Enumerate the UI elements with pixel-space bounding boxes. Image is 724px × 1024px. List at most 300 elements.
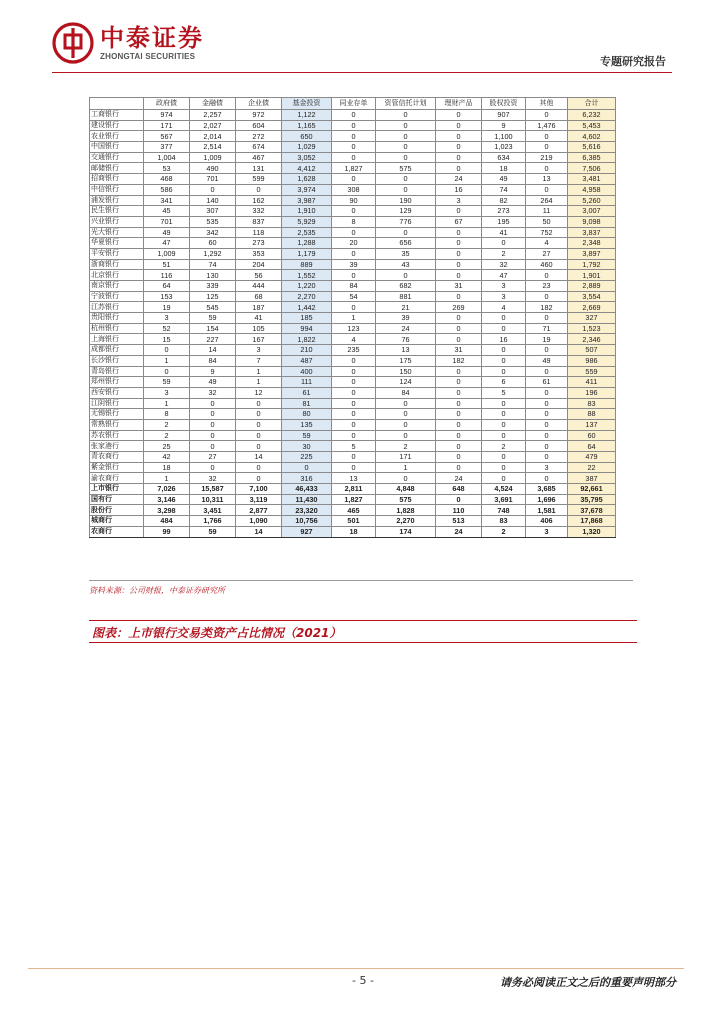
- value-cell: 0: [436, 387, 482, 398]
- value-cell: 1,029: [282, 142, 332, 153]
- value-cell: 907: [482, 110, 526, 121]
- value-cell: 7,026: [144, 484, 190, 495]
- value-cell: 0: [332, 120, 376, 131]
- bank-name-cell: 张家港行: [90, 441, 144, 452]
- value-cell: 90: [332, 195, 376, 206]
- value-cell: 0: [332, 387, 376, 398]
- value-cell: 1,023: [482, 142, 526, 153]
- bank-name-cell: 招商银行: [90, 174, 144, 185]
- bank-name-cell: 农商行: [90, 526, 144, 537]
- value-cell: 0: [190, 462, 236, 473]
- value-cell: 1: [236, 366, 282, 377]
- value-cell: 339: [190, 281, 236, 292]
- value-cell: 387: [568, 473, 616, 484]
- value-cell: 3,146: [144, 494, 190, 505]
- value-cell: 82: [482, 195, 526, 206]
- value-cell: 31: [436, 345, 482, 356]
- value-cell: 308: [332, 184, 376, 195]
- value-cell: 0: [526, 345, 568, 356]
- value-cell: 0: [332, 452, 376, 463]
- bank-name-cell: 建设银行: [90, 120, 144, 131]
- value-cell: 2,270: [376, 516, 436, 527]
- value-cell: 185: [282, 313, 332, 324]
- table-row: [90, 152, 616, 163]
- value-cell: 1,827: [332, 163, 376, 174]
- bank-name-cell: 中国银行: [90, 142, 144, 153]
- value-cell: 22: [568, 462, 616, 473]
- value-cell: 0: [190, 441, 236, 452]
- value-cell: 1,100: [482, 131, 526, 142]
- value-cell: 411: [568, 377, 616, 388]
- value-cell: 84: [376, 387, 436, 398]
- bank-name-cell: 成都银行: [90, 345, 144, 356]
- table-row: [90, 184, 616, 195]
- value-cell: 0: [436, 441, 482, 452]
- value-cell: 0: [526, 409, 568, 420]
- value-cell: 13: [376, 345, 436, 356]
- table-row: [90, 142, 616, 153]
- value-cell: 837: [236, 216, 282, 227]
- bank-name-cell: 苏农银行: [90, 430, 144, 441]
- value-cell: 135: [282, 419, 332, 430]
- table-row: [90, 377, 616, 388]
- value-cell: 64: [568, 441, 616, 452]
- value-cell: 332: [236, 206, 282, 217]
- value-cell: 2,014: [190, 131, 236, 142]
- value-cell: 0: [376, 398, 436, 409]
- value-cell: 586: [144, 184, 190, 195]
- value-cell: 0: [436, 409, 482, 420]
- bank-name-cell: 江阴银行: [90, 398, 144, 409]
- value-cell: 1,827: [332, 494, 376, 505]
- value-cell: 2,811: [332, 484, 376, 495]
- value-cell: 3,298: [144, 505, 190, 516]
- table-row: [90, 291, 616, 302]
- value-cell: 1,822: [282, 334, 332, 345]
- value-cell: 0: [436, 452, 482, 463]
- value-cell: 1,696: [526, 494, 568, 505]
- bank-name-cell: 渝农商行: [90, 473, 144, 484]
- value-cell: 8: [332, 216, 376, 227]
- value-cell: 0: [436, 270, 482, 281]
- value-cell: 71: [526, 323, 568, 334]
- value-cell: 0: [436, 131, 482, 142]
- value-cell: 682: [376, 281, 436, 292]
- value-cell: 3: [436, 195, 482, 206]
- value-cell: 0: [526, 184, 568, 195]
- value-cell: 49: [144, 227, 190, 238]
- value-cell: 84: [332, 281, 376, 292]
- value-cell: 235: [332, 345, 376, 356]
- value-cell: 124: [376, 377, 436, 388]
- value-cell: 0: [376, 110, 436, 121]
- value-cell: 656: [376, 238, 436, 249]
- value-cell: 0: [436, 377, 482, 388]
- bank-name-cell: 股份行: [90, 505, 144, 516]
- value-cell: 84: [190, 355, 236, 366]
- value-cell: 1,292: [190, 248, 236, 259]
- report-type-label: 专题研究报告: [600, 55, 666, 68]
- bank-name-cell: 中信银行: [90, 184, 144, 195]
- value-cell: 3,052: [282, 152, 332, 163]
- value-cell: 2: [144, 419, 190, 430]
- value-cell: 1,476: [526, 120, 568, 131]
- value-cell: 599: [236, 174, 282, 185]
- value-cell: 67: [436, 216, 482, 227]
- bank-name-cell: 华夏银行: [90, 238, 144, 249]
- value-cell: 3: [482, 281, 526, 292]
- value-cell: 6,232: [568, 110, 616, 121]
- value-cell: 150: [376, 366, 436, 377]
- value-cell: 59: [190, 313, 236, 324]
- value-cell: 92,661: [568, 484, 616, 495]
- value-cell: 3: [144, 387, 190, 398]
- value-cell: 0: [236, 441, 282, 452]
- value-cell: 5,453: [568, 120, 616, 131]
- value-cell: 1,523: [568, 323, 616, 334]
- value-cell: 0: [482, 345, 526, 356]
- value-cell: 35,795: [568, 494, 616, 505]
- table-row: [90, 281, 616, 292]
- value-cell: 342: [190, 227, 236, 238]
- value-cell: 307: [190, 206, 236, 217]
- value-cell: 2,270: [282, 291, 332, 302]
- bank-name-cell: 常熟银行: [90, 419, 144, 430]
- value-cell: 123: [332, 323, 376, 334]
- value-cell: 99: [144, 526, 190, 537]
- bank-name-cell: 光大银行: [90, 227, 144, 238]
- value-cell: 18: [482, 163, 526, 174]
- header-cell: 基金投资: [282, 98, 332, 110]
- value-cell: 701: [190, 174, 236, 185]
- bank-name-cell: 北京银行: [90, 270, 144, 281]
- value-cell: 131: [236, 163, 282, 174]
- source-divider: [89, 580, 633, 581]
- value-cell: 187: [236, 302, 282, 313]
- value-cell: 0: [526, 441, 568, 452]
- value-cell: 1,628: [282, 174, 332, 185]
- value-cell: 80: [282, 409, 332, 420]
- value-cell: 0: [332, 366, 376, 377]
- table-row: [90, 238, 616, 249]
- value-cell: 25: [144, 441, 190, 452]
- table-row: [90, 227, 616, 238]
- value-cell: 4,958: [568, 184, 616, 195]
- value-cell: 5: [482, 387, 526, 398]
- value-cell: 88: [568, 409, 616, 420]
- value-cell: 0: [236, 473, 282, 484]
- value-cell: 0: [190, 184, 236, 195]
- bank-name-cell: 浦发银行: [90, 195, 144, 206]
- value-cell: 46,433: [282, 484, 332, 495]
- value-cell: 4,602: [568, 131, 616, 142]
- value-cell: 327: [568, 313, 616, 324]
- value-cell: 559: [568, 366, 616, 377]
- value-cell: 0: [376, 473, 436, 484]
- value-cell: 20: [332, 238, 376, 249]
- value-cell: 6: [482, 377, 526, 388]
- value-cell: 18: [144, 462, 190, 473]
- value-cell: 14: [190, 345, 236, 356]
- bank-name-cell: 平安银行: [90, 248, 144, 259]
- value-cell: 0: [526, 398, 568, 409]
- value-cell: 74: [190, 259, 236, 270]
- value-cell: 465: [332, 505, 376, 516]
- value-cell: 0: [436, 227, 482, 238]
- table-row: [90, 259, 616, 270]
- value-cell: 3,481: [568, 174, 616, 185]
- bank-name-cell: 国有行: [90, 494, 144, 505]
- value-cell: 35: [376, 248, 436, 259]
- value-cell: 5,929: [282, 216, 332, 227]
- value-cell: 0: [190, 398, 236, 409]
- bank-name-cell: 南京银行: [90, 281, 144, 292]
- value-cell: 444: [236, 281, 282, 292]
- value-cell: 9: [482, 120, 526, 131]
- value-cell: 59: [282, 430, 332, 441]
- value-cell: 575: [376, 494, 436, 505]
- value-cell: 0: [436, 430, 482, 441]
- summary-row: [90, 505, 616, 516]
- value-cell: 501: [332, 516, 376, 527]
- value-cell: 5: [332, 441, 376, 452]
- table-row: [90, 110, 616, 121]
- value-cell: 0: [376, 430, 436, 441]
- value-cell: 3,837: [568, 227, 616, 238]
- value-cell: 49: [526, 355, 568, 366]
- table-row: [90, 462, 616, 473]
- value-cell: 225: [282, 452, 332, 463]
- value-cell: 0: [526, 142, 568, 153]
- value-cell: 204: [236, 259, 282, 270]
- value-cell: 1,442: [282, 302, 332, 313]
- value-cell: 1,320: [568, 526, 616, 537]
- value-cell: 11: [526, 206, 568, 217]
- value-cell: 0: [526, 366, 568, 377]
- logo-en-text: ZHONGTAI SECURITIES: [100, 51, 196, 61]
- table-row: [90, 430, 616, 441]
- value-cell: 12: [236, 387, 282, 398]
- value-cell: 400: [282, 366, 332, 377]
- value-cell: 0: [436, 462, 482, 473]
- value-cell: 56: [236, 270, 282, 281]
- value-cell: 4,848: [376, 484, 436, 495]
- bank-name-cell: 上海银行: [90, 334, 144, 345]
- value-cell: 3,685: [526, 484, 568, 495]
- value-cell: 4: [526, 238, 568, 249]
- logo-cn-text: 中泰证券: [100, 23, 204, 52]
- value-cell: 0: [332, 248, 376, 259]
- value-cell: 18: [332, 526, 376, 537]
- value-cell: 752: [526, 227, 568, 238]
- value-cell: 0: [376, 142, 436, 153]
- value-cell: 0: [482, 409, 526, 420]
- value-cell: 3,987: [282, 195, 332, 206]
- value-cell: 2,669: [568, 302, 616, 313]
- value-cell: 31: [436, 281, 482, 292]
- value-cell: 13: [332, 473, 376, 484]
- value-cell: 4: [482, 302, 526, 313]
- bank-trading-assets-table: [89, 97, 616, 538]
- value-cell: 3: [526, 462, 568, 473]
- value-cell: 0: [436, 248, 482, 259]
- value-cell: 1,220: [282, 281, 332, 292]
- value-cell: 264: [526, 195, 568, 206]
- value-cell: 0: [376, 152, 436, 163]
- value-cell: 7,506: [568, 163, 616, 174]
- value-cell: 0: [376, 270, 436, 281]
- table-row: [90, 473, 616, 484]
- value-cell: 153: [144, 291, 190, 302]
- value-cell: 648: [436, 484, 482, 495]
- value-cell: 30: [282, 441, 332, 452]
- table-row: [90, 313, 616, 324]
- value-cell: 2: [482, 441, 526, 452]
- bank-name-cell: 浙商银行: [90, 259, 144, 270]
- value-cell: 60: [190, 238, 236, 249]
- value-cell: 32: [190, 473, 236, 484]
- value-cell: 0: [236, 398, 282, 409]
- value-cell: 13: [526, 174, 568, 185]
- value-cell: 2,889: [568, 281, 616, 292]
- value-cell: 889: [282, 259, 332, 270]
- value-cell: 24: [376, 323, 436, 334]
- value-cell: 174: [376, 526, 436, 537]
- value-cell: 650: [282, 131, 332, 142]
- value-cell: 3,974: [282, 184, 332, 195]
- value-cell: 3: [144, 313, 190, 324]
- bank-name-cell: 杭州银行: [90, 323, 144, 334]
- value-cell: 182: [436, 355, 482, 366]
- value-cell: 0: [376, 120, 436, 131]
- value-cell: 0: [526, 452, 568, 463]
- value-cell: 137: [568, 419, 616, 430]
- bank-name-cell: 青农商行: [90, 452, 144, 463]
- header-cell-bank: [90, 98, 144, 110]
- value-cell: 1: [144, 473, 190, 484]
- table-row: [90, 131, 616, 142]
- table-row: [90, 120, 616, 131]
- value-cell: 39: [332, 259, 376, 270]
- value-cell: 10,311: [190, 494, 236, 505]
- value-cell: 9,098: [568, 216, 616, 227]
- value-cell: 23: [526, 281, 568, 292]
- value-cell: 0: [332, 152, 376, 163]
- bank-name-cell: 贵阳银行: [90, 313, 144, 324]
- value-cell: 1,552: [282, 270, 332, 281]
- header-cell: 同业存单: [332, 98, 376, 110]
- value-cell: 49: [482, 174, 526, 185]
- bank-name-cell: 兴业银行: [90, 216, 144, 227]
- value-cell: 10,756: [282, 516, 332, 527]
- value-cell: 0: [526, 419, 568, 430]
- value-cell: 467: [236, 152, 282, 163]
- table-row: [90, 216, 616, 227]
- bank-name-cell: 邮储银行: [90, 163, 144, 174]
- table-row: [90, 441, 616, 452]
- table-row: [90, 270, 616, 281]
- header-cell: 理财产品: [436, 98, 482, 110]
- value-cell: 45: [144, 206, 190, 217]
- value-cell: 1: [236, 377, 282, 388]
- value-cell: 0: [376, 174, 436, 185]
- value-cell: 634: [482, 152, 526, 163]
- value-cell: 129: [376, 206, 436, 217]
- value-cell: 575: [376, 163, 436, 174]
- bank-name-cell: 长沙银行: [90, 355, 144, 366]
- value-cell: 24: [436, 473, 482, 484]
- value-cell: 1,004: [144, 152, 190, 163]
- bank-assets-table-container: [89, 97, 616, 538]
- value-cell: 0: [332, 462, 376, 473]
- value-cell: 1,792: [568, 259, 616, 270]
- value-cell: 0: [190, 430, 236, 441]
- value-cell: 490: [190, 163, 236, 174]
- value-cell: 0: [436, 419, 482, 430]
- value-cell: 74: [482, 184, 526, 195]
- value-cell: 1: [376, 462, 436, 473]
- value-cell: 0: [482, 419, 526, 430]
- value-cell: 994: [282, 323, 332, 334]
- bank-name-cell: 青岛银行: [90, 366, 144, 377]
- value-cell: 0: [482, 462, 526, 473]
- value-cell: 0: [236, 462, 282, 473]
- value-cell: 0: [144, 366, 190, 377]
- value-cell: 0: [236, 430, 282, 441]
- value-cell: 0: [332, 377, 376, 388]
- value-cell: 1,090: [236, 516, 282, 527]
- value-cell: 507: [568, 345, 616, 356]
- value-cell: 0: [436, 398, 482, 409]
- value-cell: 0: [332, 398, 376, 409]
- value-cell: 17,868: [568, 516, 616, 527]
- bank-name-cell: 工商银行: [90, 110, 144, 121]
- value-cell: 0: [482, 452, 526, 463]
- value-cell: 2,257: [190, 110, 236, 121]
- value-cell: 64: [144, 281, 190, 292]
- value-cell: 154: [190, 323, 236, 334]
- value-cell: 0: [282, 462, 332, 473]
- table-header-row: [90, 98, 616, 110]
- value-cell: 604: [236, 120, 282, 131]
- table-row: [90, 334, 616, 345]
- value-cell: 130: [190, 270, 236, 281]
- value-cell: 53: [144, 163, 190, 174]
- value-cell: 2: [144, 430, 190, 441]
- value-cell: 49: [190, 377, 236, 388]
- bank-name-cell: 紫金银行: [90, 462, 144, 473]
- value-cell: 175: [376, 355, 436, 366]
- value-cell: 0: [332, 430, 376, 441]
- value-cell: 52: [144, 323, 190, 334]
- value-cell: 3: [236, 345, 282, 356]
- header-cell: 金融债: [190, 98, 236, 110]
- value-cell: 7,100: [236, 484, 282, 495]
- table-row: [90, 206, 616, 217]
- value-cell: 24: [436, 526, 482, 537]
- table-row: [90, 195, 616, 206]
- value-cell: 0: [436, 163, 482, 174]
- value-cell: 227: [190, 334, 236, 345]
- header-cell: 其他: [526, 98, 568, 110]
- value-cell: 0: [526, 430, 568, 441]
- value-cell: 0: [190, 409, 236, 420]
- value-cell: 0: [482, 323, 526, 334]
- bank-name-cell: 上市银行: [90, 484, 144, 495]
- table-row: [90, 323, 616, 334]
- value-cell: 0: [236, 184, 282, 195]
- value-cell: 219: [526, 152, 568, 163]
